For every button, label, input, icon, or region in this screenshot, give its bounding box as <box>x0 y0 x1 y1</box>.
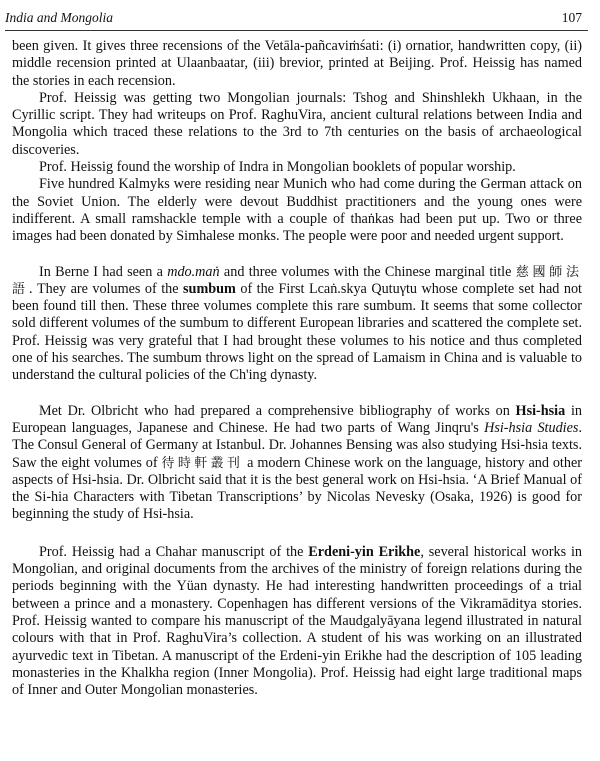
paragraph-berne-sumbum <box>12 264 582 385</box>
italic-term: mdo.maṅ <box>167 263 220 280</box>
chinese-title: 慈國師法語 <box>12 264 582 297</box>
section-gap <box>12 246 582 264</box>
text-run: in European languages, Japanese and Chinese. He had two parts of Wang Jinqru's <box>12 402 582 436</box>
text-run: and three volumes with the Chinese marginal title <box>219 263 516 280</box>
text-run: . They are volumes of the <box>28 280 184 297</box>
paragraph-kalmyks: Five hundred Kalmyks were residing near Munich who had come during the German attack on the Soviet Union. The elderly were devout Buddhist practitioners and the young ones were indifferent. A small ramshackle temple with a couple of thaṅkas had been put up. Two or three images had been donated by Simhalese monks. The people were poor and needed urgent support. <box>12 176 582 245</box>
italic-book-title: Hsi-hsia Studies <box>484 419 579 436</box>
chapter-title: India and Mongolia <box>5 10 113 25</box>
running-head <box>5 9 582 31</box>
bold-term: sumbum <box>183 280 236 297</box>
header-rule <box>5 30 588 31</box>
section-gap <box>12 524 582 544</box>
text-run: In Berne I had seen a <box>39 263 168 280</box>
text-run: Met Dr. Olbricht who had prepared a comprehensive bibliography of works on <box>39 402 516 419</box>
text-run: of the First Lcaṅ.skya Qutuγtu whose complete set had not been found till then. These three volumes complete this rare sumbum. It seems that some collector sold different volumes of the sumbum to different European libraries and scattered the complete set. Prof. Heissig was very grateful that I had brought these volumes to his notice and thus completed one of his searches. The sumbum throws light on the spread of Lamaism in China and is valuable to understand the cultural policies of the Ch'ing dynasty. <box>12 280 582 384</box>
page-number: 107 <box>561 10 582 25</box>
section-gap <box>12 385 582 403</box>
paragraph-erdeni-yin-erikhe <box>12 544 582 700</box>
page-body <box>12 38 582 699</box>
text-run: a modern Chinese work on the language, history and other aspects of Hsi-hsia. Dr. Olbricht said that it is the best general work on Hsi-hsia. ‘A Brief Manual of the Si-hia Characters with Tibetan Transcriptions’ by Nicolas Nevesky (Osaka, 1926) is good for beginning the study of Hsi-hsia. <box>12 454 582 523</box>
paragraph-indra-worship: Prof. Heissig found the worship of Indra in Mongolian booklets of popular worship. <box>39 159 516 176</box>
text-run: Prof. Heissig had a Chahar manuscript of the <box>39 543 309 560</box>
paragraph-hsi-hsia <box>12 403 582 524</box>
bold-term: Hsi-hsia <box>515 402 566 419</box>
chinese-work-title: 待時軒叢刊 <box>161 455 244 471</box>
text-run: , several historical works in Mongolian, and original documents from the archives of the ministry of foreign relations during the periods beginning with the Yüan dynasty. He had interesting handwritten proceedings of a trial between a prince and a monastery. Copenhagen has different versions of the Vikramāditya stories. Prof. Heissig wanted to compare his manuscript of the Maudgalyāyana legend illustrated in natural colours with that in Prof. RaghuVira’s collection. A student of his was working on an illustrated ayurvedic text in Tibetan. A manuscript of the Erdeni-yin Erikhe had the description of 105 leading monasteries in the Khalkha region (Inner Mongolia). Prof. Heissig had eight large traditional maps of Inner and Outer Mongolian monasteries. <box>12 543 582 699</box>
bold-term: Erdeni-yin Erikhe <box>308 543 421 560</box>
text-run: . The Consul General of Germany at Istanbul. Dr. Johannes Bensing was also studying Hsi-hsia texts. Saw the eight volumes of <box>12 419 582 471</box>
paragraph-continuation: been given. It gives three recensions of the Vetāla-pañcaviṁśati: (i) ornatior, handwritten copy, (ii) middle recension printed at Ulaanbaatar, (iii) brevior, printed at Beijing. Prof. Heissig has named the stories in each recension. <box>12 38 582 89</box>
paragraph-mongolian-journals: Prof. Heissig was getting two Mongolian journals: Tshog and Shinshlekh Ukhaan, in the Cyrillic script. They had writeups on Prof. RaghuVira, ancient cultural relations between India and Mongolia which traced these relations to the 3rd to 7th centuries on the basis of archaeological discoveries. <box>12 89 582 158</box>
